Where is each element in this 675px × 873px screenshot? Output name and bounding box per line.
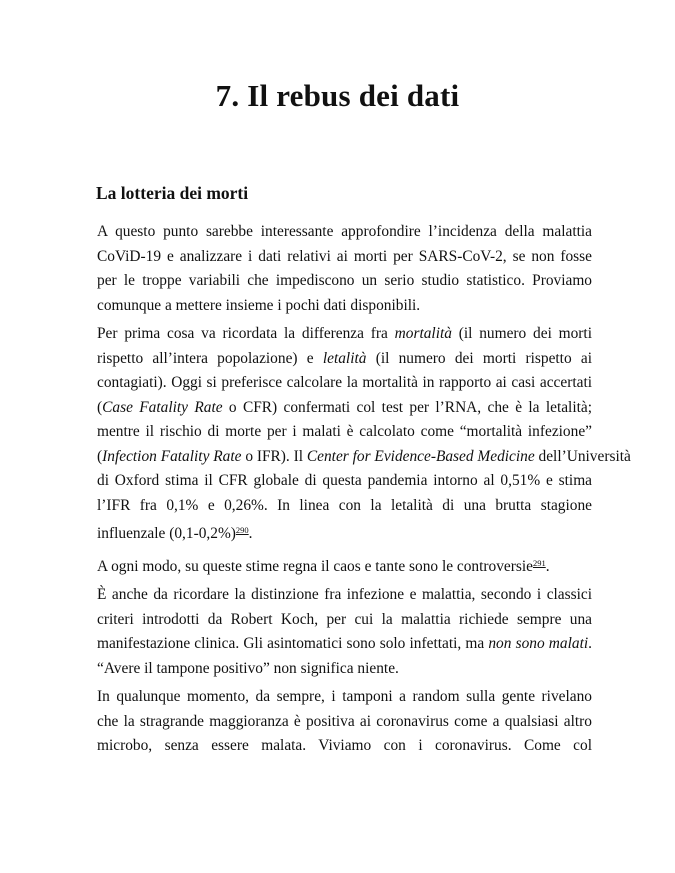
text-run: . (588, 635, 592, 652)
text-line: CoViD-19 e analizzare i dati relativi ai morti per SARS-CoV-2, se non fosse (97, 247, 592, 265)
section-heading: La lotteria dei morti (96, 183, 249, 203)
text-line: A questo punto sarebbe interessante approfondire l’incidenza della malattia (97, 223, 592, 240)
text-run: ( (97, 398, 103, 416)
text-line: per le troppe variabili che impediscono un serio studio statistico. Proviamo (97, 272, 592, 289)
italic-term: mortalità (394, 325, 452, 342)
text-line: In qualunque momento, da sempre, i tamponi a random sulla gente rivelano (97, 688, 592, 705)
text-line (84, 445, 631, 470)
footnote-ref-291[interactable]: 291 (532, 557, 546, 568)
body-text (84, 220, 631, 763)
text-line (84, 347, 592, 372)
text-run: o IFR). Il (241, 447, 307, 465)
text-line: comunque a mettere insieme i pochi dati disponibili. (97, 296, 421, 314)
text-line: mentre il rischio di morte per i malati è calcolato come “mortalità infezione” (97, 423, 592, 440)
chapter-title: 7. Il rebus dei dati (215, 78, 460, 113)
text-line: criteri introdotti da Robert Koch, per cui la malattia richiede sempre una (97, 610, 592, 628)
text-line: “Avere il tampone positivo” non significa niente. (97, 659, 399, 677)
period: . (545, 557, 550, 575)
footnote-ref-290[interactable]: 290 (235, 525, 249, 535)
period: . (248, 525, 253, 542)
text-line: l’IFR fra 0,1% e 0,26%. In linea con la letalità di una brutta stagione (97, 496, 592, 514)
text-line: contagiati). Oggi si preferisce calcolare la mortalità in rapporto ai casi accertati (97, 374, 592, 391)
text-run: ( (97, 447, 103, 465)
italic-term: Center for Evidence-Based Medicine (306, 447, 535, 465)
paragraph-3 (84, 551, 592, 580)
paragraph-5 (84, 685, 592, 759)
text-run: (il numero dei morti rispetto ai (366, 349, 592, 367)
text-run: influenzale (0,1-0,2%) (97, 525, 236, 542)
text-line (84, 518, 592, 547)
text-run: (il numero dei morti (451, 325, 592, 342)
text-line: È anche da ricordare la distinzione fra infezione e malattia, secondo i classici (97, 586, 592, 603)
text-line (84, 632, 592, 657)
text-run: o CFR) confermati col test per l’RNA, che è la letalità; (222, 398, 592, 416)
text-line (84, 322, 592, 347)
text-run: dell’Università (534, 447, 631, 465)
text-line (84, 551, 592, 580)
text-run: Per prima cosa va ricordata la differenza fra (97, 325, 395, 342)
italic-term: Infection Fatality Rate (102, 447, 242, 465)
text-run: manifestazione clinica. Gli asintomatici sono solo infettati, ma (97, 635, 489, 652)
text-run: A ogni modo, su queste stime regna il caos e tante sono le controversie (97, 557, 533, 575)
paragraph-2 (84, 322, 631, 547)
text-line: microbo, senza essere malata. Viviamo con i coronavirus. Come col (97, 737, 592, 754)
text-run: rispetto all’intera popolazione) e (97, 349, 323, 367)
paragraph-4 (84, 583, 592, 681)
paragraph-1 (84, 220, 592, 318)
italic-term: Case Fatality Rate (102, 398, 223, 416)
italic-term: non sono malati (488, 635, 589, 652)
italic-term: letalità (322, 349, 367, 367)
text-line: di Oxford stima il CFR globale di questa pandemia intorno al 0,51% e stima (97, 472, 592, 489)
text-line (84, 396, 592, 421)
text-line: che la stragrande maggioranza è positiva ai coronavirus come a qualsiasi altro (97, 712, 592, 730)
